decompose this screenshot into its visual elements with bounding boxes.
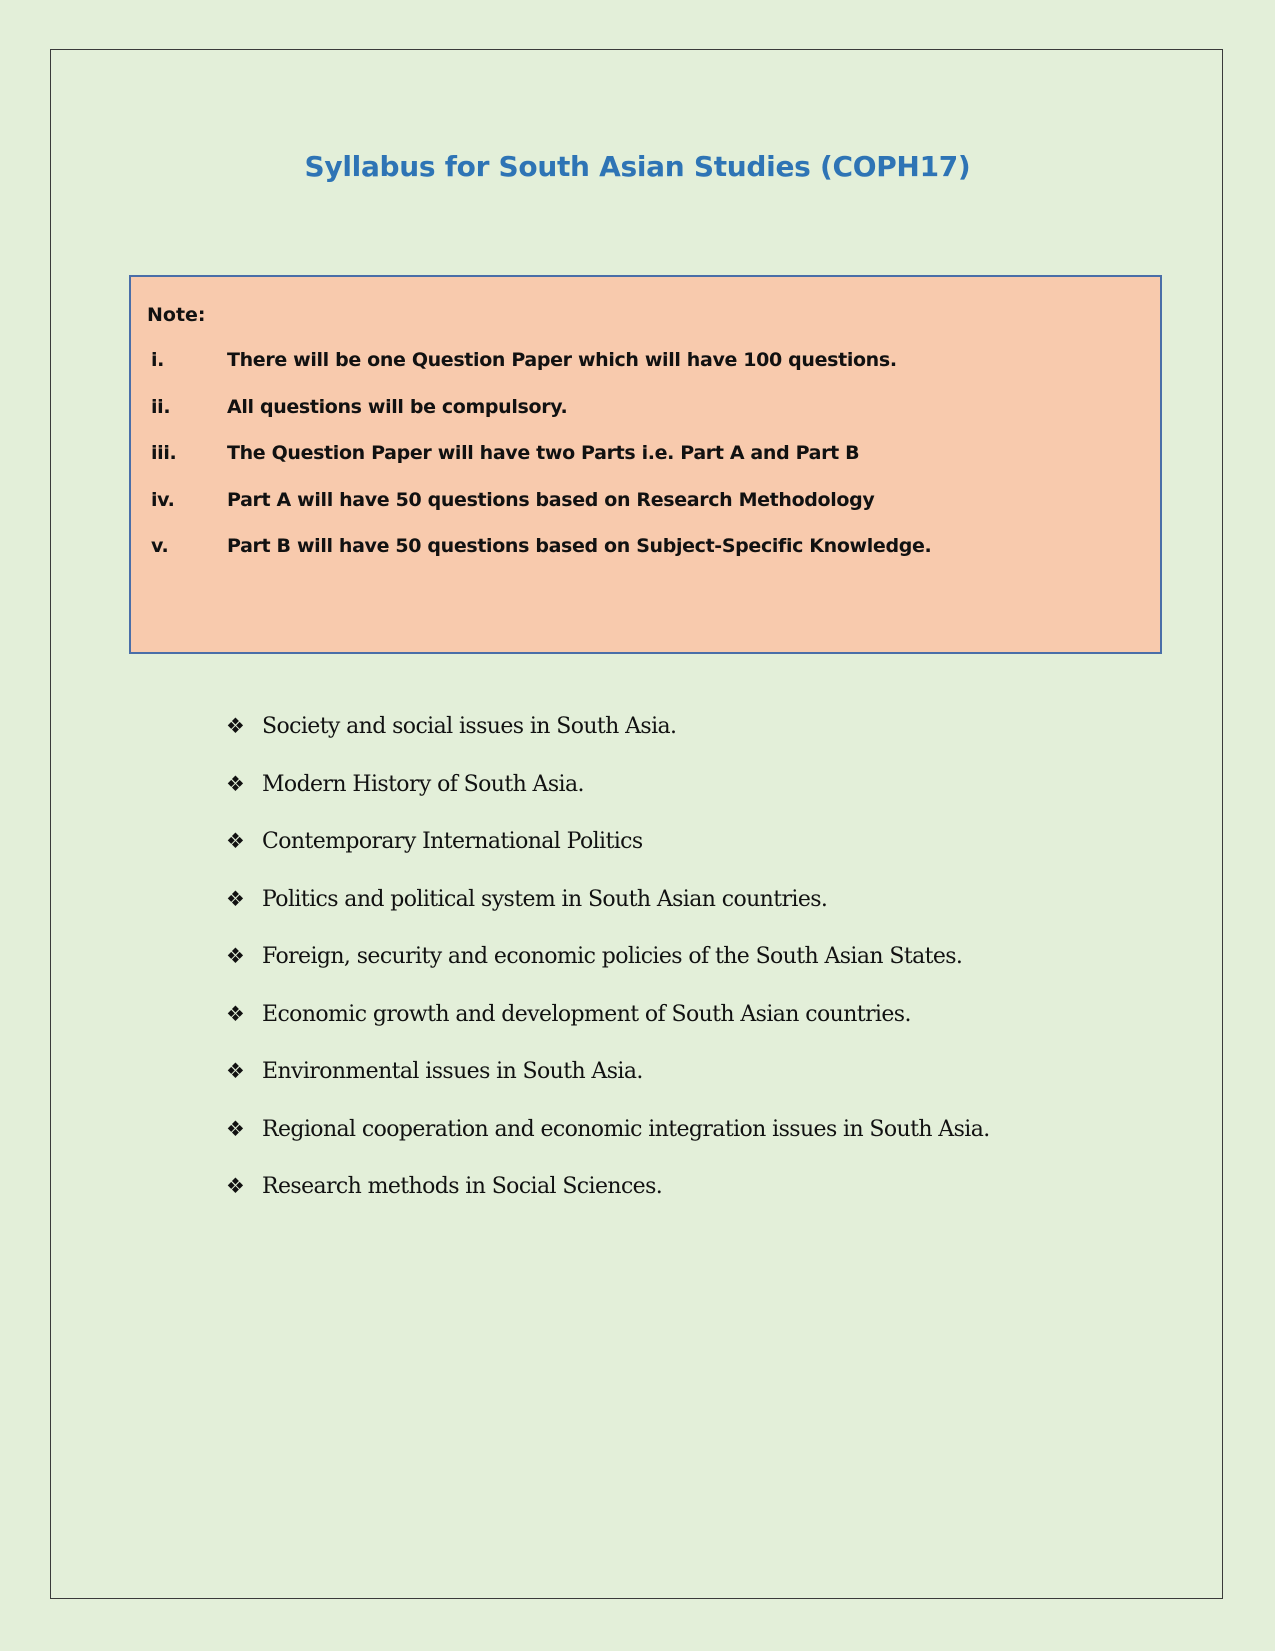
note-item-text: All questions will be compulsory.: [227, 395, 568, 418]
diamond-bullet-icon: ❖: [226, 829, 245, 853]
note-item-text: Part B will have 50 questions based on Subject-Specific Knowledge.: [227, 535, 932, 557]
topic-text: Contemporary International Politics: [262, 829, 643, 854]
topic-text: Economic growth and development of South Asian countries.: [262, 1001, 911, 1027]
note-item-number: v.: [151, 535, 169, 557]
diamond-bullet-icon: ❖: [226, 714, 245, 738]
diamond-bullet-icon: ❖: [226, 1001, 245, 1026]
note-item: [131, 535, 1160, 582]
note-item: [131, 442, 1160, 489]
topic-text: Regional cooperation and economic integration issues in South Asia.: [262, 1116, 990, 1142]
diamond-bullet-icon: ❖: [226, 771, 245, 796]
topic-text: Politics and political system in South Asian countries.: [262, 886, 828, 912]
topic-text: Research methods in Social Sciences.: [262, 1174, 663, 1199]
note-item-number: ii.: [151, 395, 171, 418]
topic-text: Modern History of South Asia.: [262, 771, 584, 797]
page-title: Syllabus for South Asian Studies (COPH17): [304, 150, 971, 183]
note-list: [131, 349, 1160, 582]
diamond-bullet-icon: ❖: [226, 1059, 245, 1083]
note-item-number: iv.: [151, 488, 175, 511]
diamond-bullet-icon: ❖: [226, 1116, 245, 1141]
diamond-bullet-icon: ❖: [226, 1174, 245, 1198]
note-item-text: There will be one Question Paper which will have 100 questions.: [227, 349, 897, 371]
note-heading: Note:: [147, 304, 206, 326]
note-box: [129, 275, 1162, 654]
diamond-bullet-icon: ❖: [226, 944, 245, 968]
topic-text: Society and social issues in South Asia.: [262, 714, 677, 739]
note-item-number: iii.: [151, 442, 177, 464]
note-item-number: i.: [151, 349, 165, 371]
note-item: [131, 396, 1160, 443]
note-item: [131, 489, 1160, 536]
note-item: [131, 349, 1160, 396]
topic-text: Foreign, security and economic policies of the South Asian States.: [262, 944, 963, 969]
topic-text: Environmental issues in South Asia.: [262, 1059, 643, 1084]
diamond-bullet-icon: ❖: [226, 886, 245, 911]
note-item-text: The Question Paper will have two Parts i.e. Part A and Part B: [227, 442, 860, 464]
note-item-text: Part A will have 50 questions based on Research Methodology: [227, 488, 875, 511]
